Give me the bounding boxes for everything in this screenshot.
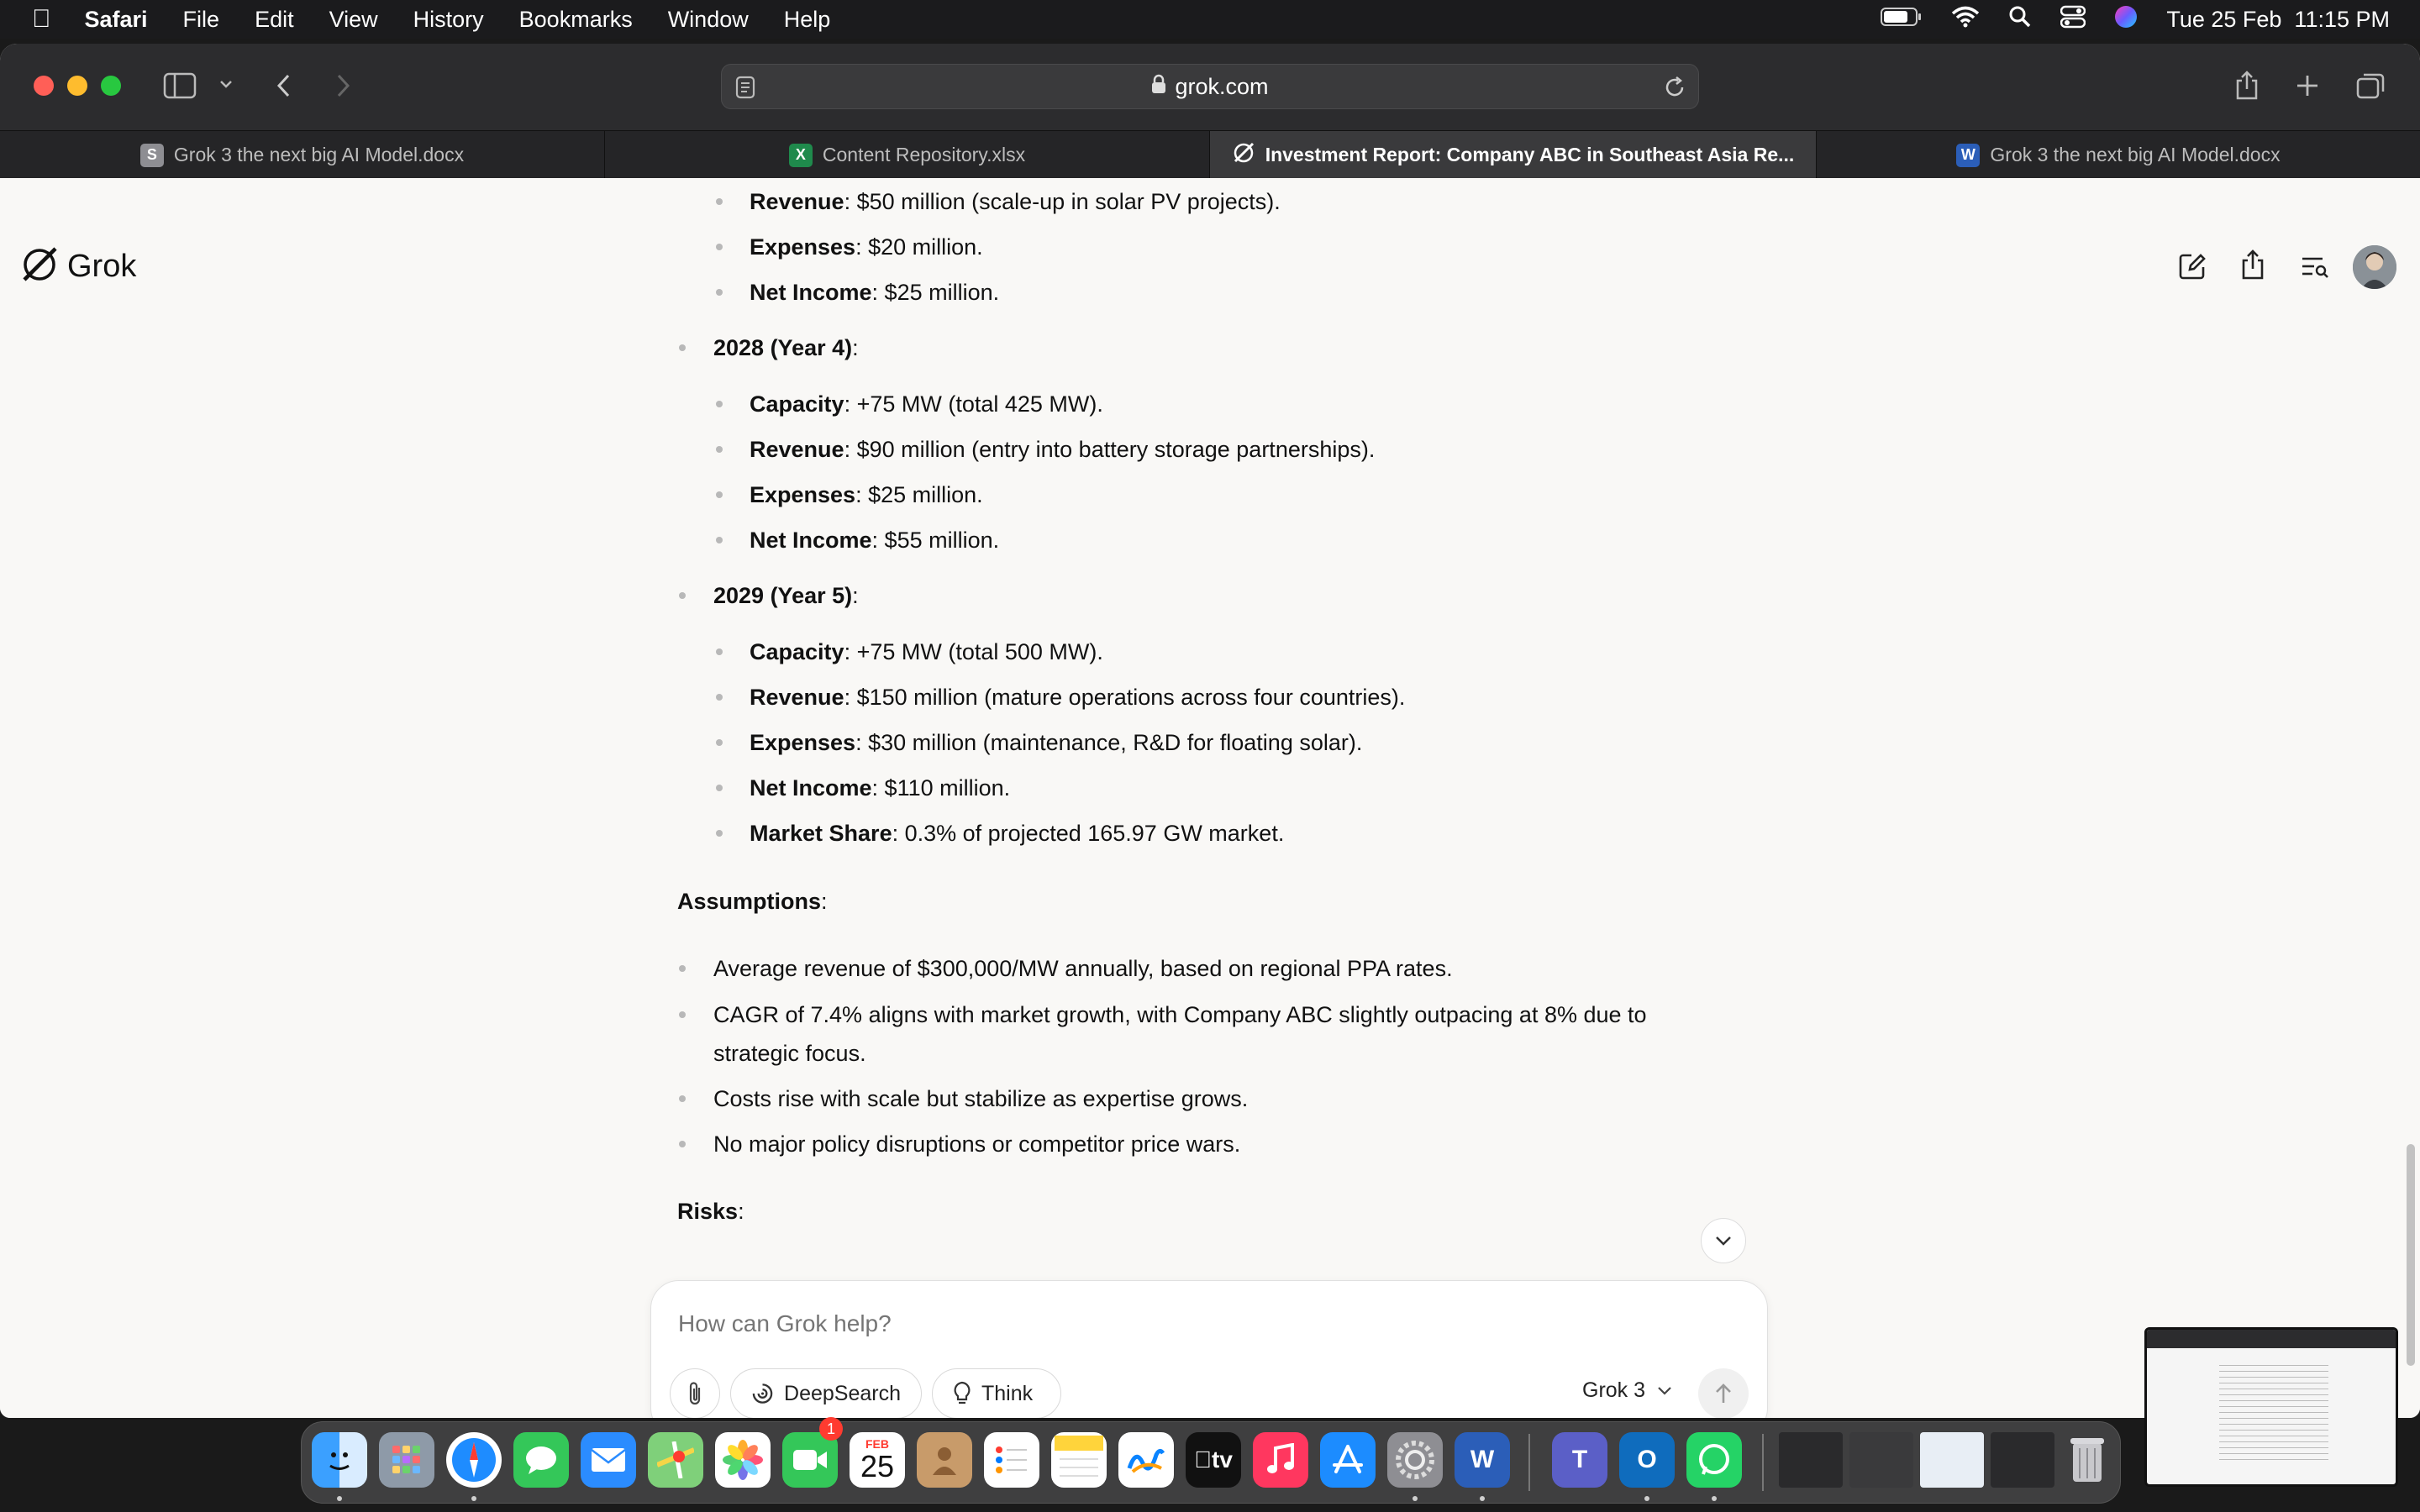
dock-whatsapp-icon[interactable]: [1686, 1432, 1742, 1488]
control-center-icon[interactable]: [2060, 5, 2086, 34]
bullet-icon: [716, 648, 723, 655]
chevron-down-icon[interactable]: [218, 77, 234, 95]
bullet-icon: [716, 739, 723, 746]
page-scrollbar-thumb[interactable]: [2407, 1144, 2415, 1366]
tab-overview-icon[interactable]: [2356, 72, 2385, 103]
dock-word-icon[interactable]: W: [1455, 1432, 1510, 1488]
tab-grok-docx-1[interactable]: [0, 131, 605, 179]
tab-favicon-grok-icon: [1232, 141, 1255, 170]
chat-composer: [650, 1280, 1768, 1418]
tab-label: Grok 3 the next big AI Model.docx: [1990, 144, 2281, 165]
dock-divider: [1762, 1434, 1764, 1491]
tab-bar: [0, 130, 2420, 180]
tab-favicon-word-icon: W: [1956, 144, 1980, 167]
year-heading-2028: 2028 (Year 4):: [713, 335, 859, 360]
list-item: Revenue: $150 million (mature operations across four countries).: [750, 685, 1406, 710]
dock-contacts-icon[interactable]: [917, 1432, 972, 1488]
bullet-icon: [716, 198, 723, 205]
dock-reminders-icon[interactable]: [984, 1432, 1039, 1488]
reader-mode-icon[interactable]: [735, 76, 755, 105]
dock-divider: [1528, 1434, 1530, 1491]
menu-view[interactable]: View: [310, 6, 360, 32]
dock-mail-icon[interactable]: [581, 1432, 636, 1488]
response-content: [677, 178, 1770, 1278]
model-label: Grok 3: [1582, 1378, 1646, 1402]
wifi-icon[interactable]: [1951, 6, 1980, 34]
list-item: Net Income: $110 million.: [750, 775, 1011, 801]
list-item: Market Share: 0.3% of projected 165.97 GW market.: [750, 821, 1285, 846]
bullet-icon: [716, 446, 723, 453]
sidebar-toggle-icon[interactable]: [163, 72, 197, 103]
tab-favicon-excel-icon: X: [789, 144, 813, 167]
menu-bookmarks[interactable]: Bookmarks: [500, 6, 614, 32]
list-item: Average revenue of $300,000/MW annually, based on regional PPA rates.: [713, 956, 1453, 981]
screenshot-preview-thumbnail[interactable]: [2144, 1327, 2398, 1487]
tab-content-repository[interactable]: [605, 131, 1210, 179]
deepsearch-button[interactable]: [730, 1368, 922, 1418]
bullet-icon: [679, 1141, 686, 1147]
dock-running-indicator: [1413, 1496, 1418, 1501]
bullet-icon: [716, 491, 723, 498]
bullet-icon: [679, 592, 686, 599]
dock-photos-icon[interactable]: [715, 1432, 771, 1488]
menu-file[interactable]: File: [164, 6, 201, 32]
new-chat-icon[interactable]: [2178, 252, 2207, 285]
list-item: Net Income: $25 million.: [750, 280, 1000, 305]
spotlight-search-icon[interactable]: [2008, 5, 2032, 34]
deepsearch-label: DeepSearch: [784, 1381, 901, 1405]
bullet-icon: [716, 289, 723, 296]
think-label: Think: [981, 1381, 1034, 1405]
dock-notes-icon[interactable]: [1051, 1432, 1107, 1488]
grok-logo-icon: [20, 245, 59, 288]
zoom-window-button[interactable]: [101, 76, 121, 96]
think-button[interactable]: [932, 1368, 1061, 1418]
menu-app-name[interactable]: Safari: [66, 6, 129, 32]
facetime-notification-badge: 1: [819, 1417, 843, 1441]
apple-tv-label: tv: [1202, 1446, 1224, 1473]
lock-icon: [1151, 74, 1166, 100]
chevron-down-icon: [1657, 1386, 1672, 1396]
list-item: Expenses: $20 million.: [750, 234, 983, 260]
risks-heading: Risks:: [677, 1199, 744, 1224]
minimize-window-button[interactable]: [67, 76, 87, 96]
menu-history[interactable]: History: [394, 6, 466, 32]
bullet-icon: [716, 244, 723, 250]
forward-button-icon[interactable]: [333, 72, 353, 103]
list-item: CAGR of 7.4% aligns with market growth, with Company ABC slightly outpacing at 8% due to: [713, 1002, 1647, 1027]
list-item: Expenses: $30 million (maintenance, R&D for floating solar).: [750, 730, 1363, 755]
share-icon[interactable]: [2235, 71, 2259, 105]
grok-page: [0, 178, 2420, 1418]
tab-label: Grok 3 the next big AI Model.docx: [173, 144, 465, 165]
dock-trash-icon[interactable]: [2060, 1432, 2115, 1488]
year-heading-2029: 2029 (Year 5):: [713, 583, 859, 608]
send-button[interactable]: [1698, 1368, 1749, 1418]
list-item: Net Income: $55 million.: [750, 528, 1000, 553]
prompt-input[interactable]: [676, 1303, 1739, 1345]
dock-apple-tv-icon[interactable]: [1186, 1432, 1241, 1488]
bullet-icon: [679, 344, 686, 351]
dock-running-indicator: [1644, 1496, 1649, 1501]
dock-minimized-window-thumbnail[interactable]: [1991, 1432, 2054, 1488]
menu-edit[interactable]: Edit: [235, 6, 276, 32]
dock-minimized-window-thumbnail[interactable]: [1849, 1432, 1913, 1488]
tab-favicon-s-icon: S: [140, 144, 164, 167]
list-item: No major policy disruptions or competitor price wars.: [713, 1131, 1241, 1157]
list-item: Expenses: $25 million.: [750, 482, 983, 507]
dock-running-indicator: [1712, 1496, 1717, 1501]
bullet-icon: [716, 785, 723, 791]
dock: [301, 1421, 2121, 1504]
list-item: Capacity: +75 MW (total 500 MW).: [750, 639, 1103, 664]
dock-minimized-window-thumbnail[interactable]: [1920, 1432, 1984, 1488]
dock-app-store-icon[interactable]: [1320, 1432, 1376, 1488]
url-text[interactable]: grok.com: [1175, 73, 1269, 99]
siri-icon[interactable]: [2114, 5, 2138, 34]
clock-datetime[interactable]: Tue 25 Feb 11:15 PM: [2166, 6, 2390, 32]
thumbnail-content-block: [2219, 1360, 2328, 1461]
dock-outlook-icon[interactable]: O: [1619, 1432, 1675, 1488]
deepsearch-icon: [751, 1382, 774, 1405]
lightbulb-icon: [953, 1381, 971, 1406]
dock-running-indicator: [1480, 1496, 1485, 1501]
list-item: Costs rise with scale but stabilize as expertise grows.: [713, 1086, 1249, 1111]
dock-calendar-icon[interactable]: [850, 1432, 905, 1488]
dock-freeform-icon[interactable]: [1118, 1432, 1174, 1488]
bullet-icon: [716, 830, 723, 837]
safari-window: [0, 44, 2420, 1418]
back-button-icon[interactable]: [274, 72, 294, 103]
avatar[interactable]: [2353, 245, 2396, 289]
menu-window[interactable]: Window: [649, 6, 730, 32]
share-chat-icon[interactable]: [2240, 249, 2265, 285]
dock-running-indicator: [337, 1496, 342, 1501]
list-item: Revenue: $50 million (scale-up in solar PV projects).: [750, 189, 1281, 214]
list-item: Capacity: +75 MW (total 425 MW).: [750, 391, 1103, 417]
chevron-down-icon: [1714, 1235, 1733, 1247]
grok-logo-text: Grok: [67, 249, 137, 284]
battery-icon[interactable]: [1881, 7, 1923, 33]
address-bar[interactable]: [721, 64, 1699, 109]
dock-system-settings-icon[interactable]: [1387, 1432, 1443, 1488]
attach-button[interactable]: [670, 1368, 720, 1418]
arrow-up-icon: [1714, 1383, 1733, 1404]
dock-music-icon[interactable]: [1253, 1432, 1308, 1488]
dock-safari-icon[interactable]: [446, 1432, 502, 1488]
reload-icon[interactable]: [1663, 76, 1686, 105]
bullet-icon: [679, 1095, 686, 1102]
new-tab-icon[interactable]: [2296, 74, 2319, 102]
paperclip-icon: [686, 1381, 704, 1406]
calendar-day: 25: [860, 1449, 895, 1483]
dock-messages-icon[interactable]: [513, 1432, 569, 1488]
bullet-icon: [716, 537, 723, 543]
list-item-continuation: strategic focus.: [713, 1041, 866, 1066]
dock-teams-icon[interactable]: T: [1552, 1432, 1607, 1488]
dock-maps-icon[interactable]: [648, 1432, 703, 1488]
menu-help[interactable]: Help: [765, 6, 812, 32]
thumbnail-toolbar: [2147, 1330, 2396, 1348]
grok-logo[interactable]: [20, 245, 136, 288]
list-item: Revenue: $90 million (entry into battery storage partnerships).: [750, 437, 1376, 462]
tab-grok-docx-2[interactable]: [1817, 131, 2420, 179]
bullet-icon: [679, 965, 686, 972]
bullet-icon: [716, 401, 723, 407]
tab-investment-report[interactable]: [1210, 131, 1817, 179]
scroll-to-bottom-button[interactable]: [1701, 1218, 1746, 1263]
dock-launchpad-icon[interactable]: [379, 1432, 434, 1488]
tab-label: Investment Report: Company ABC in Southeast Asia Re...: [1265, 144, 1795, 165]
dock-finder-icon[interactable]: [312, 1432, 367, 1488]
bullet-icon: [716, 694, 723, 701]
tab-label: Content Repository.xlsx: [822, 144, 1026, 165]
browser-toolbar: [0, 44, 2420, 130]
chat-history-icon[interactable]: [2301, 255, 2329, 283]
bullet-icon: [679, 1011, 686, 1018]
calendar-month: FEB: [865, 1437, 889, 1451]
close-window-button[interactable]: [34, 76, 54, 96]
dock-minimized-window-thumbnail[interactable]: [1779, 1432, 1843, 1488]
menu-bar: [0, 0, 2420, 39]
model-selector[interactable]: [1582, 1378, 1672, 1403]
dock-running-indicator: [471, 1496, 476, 1501]
assumptions-heading: Assumptions:: [677, 889, 828, 914]
apple-icon[interactable]: [32, 5, 51, 34]
